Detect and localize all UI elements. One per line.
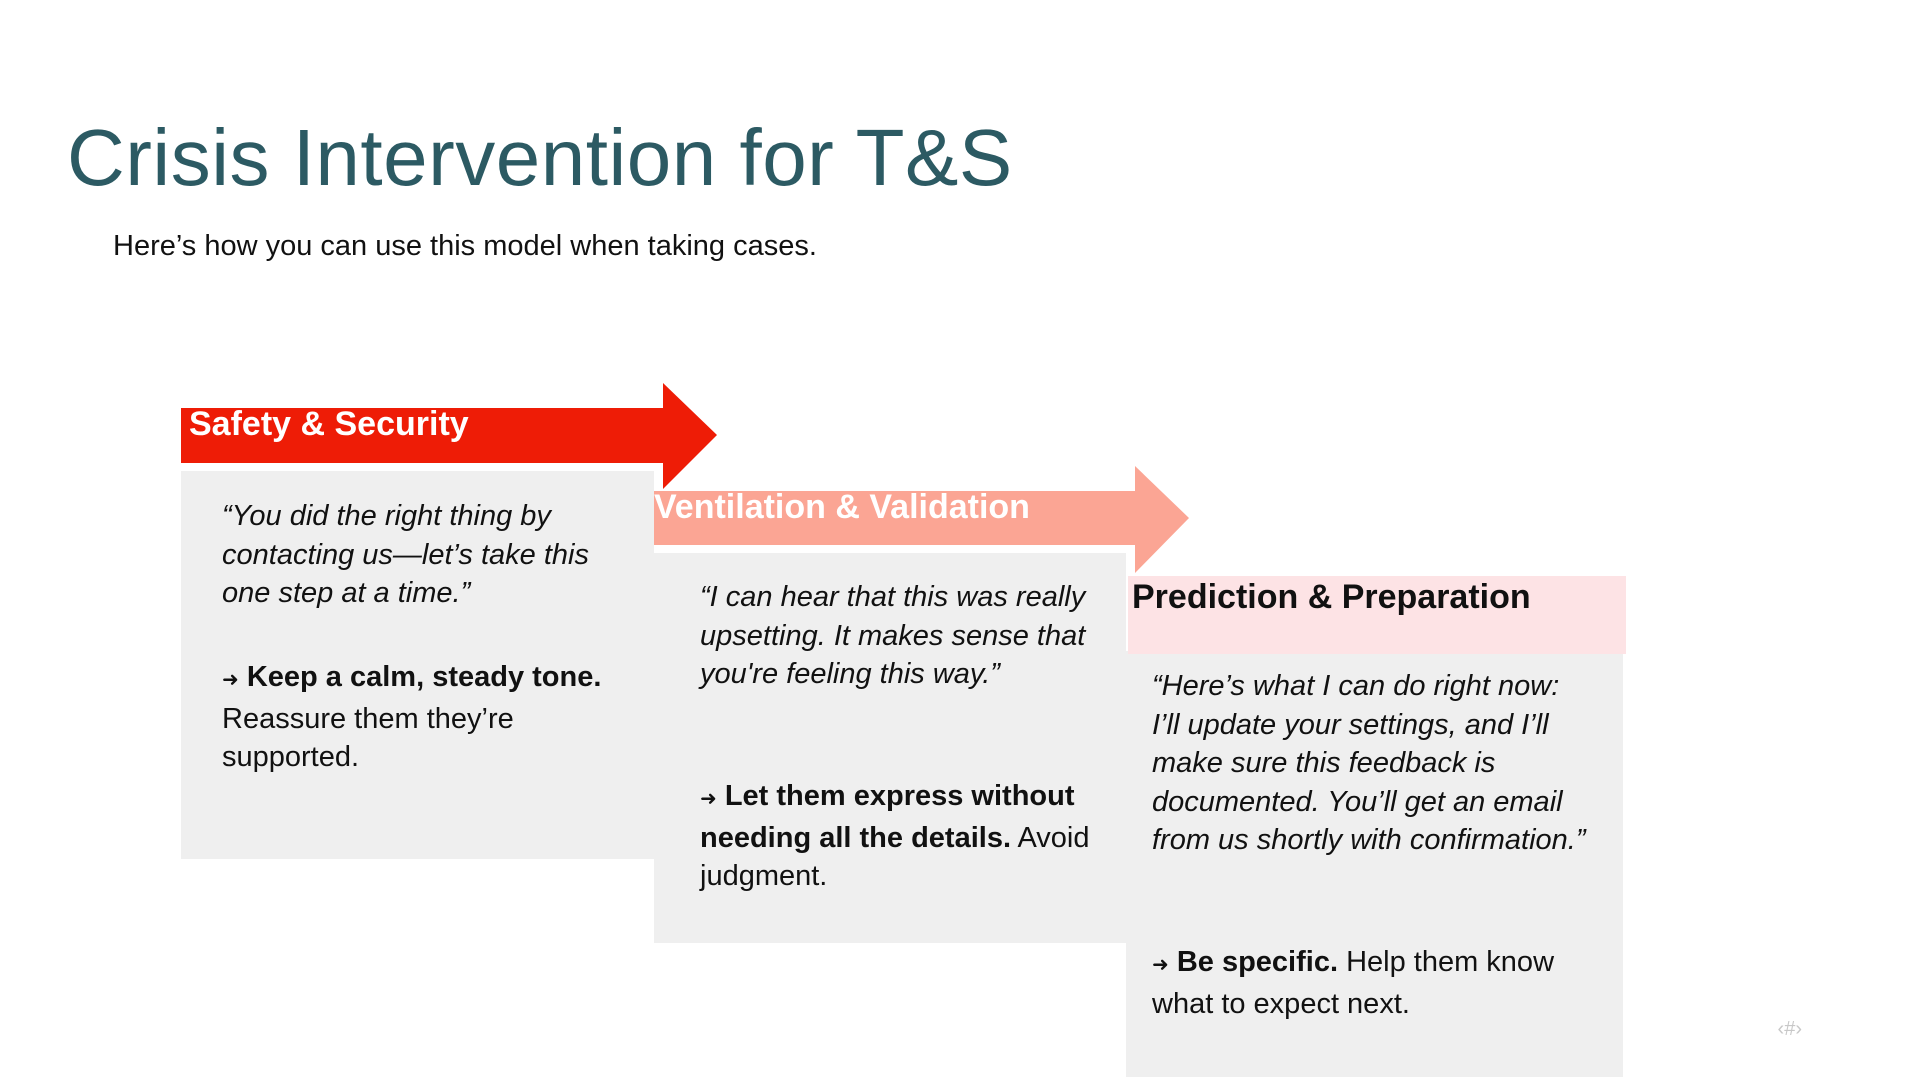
step-2-note (700, 777, 1100, 896)
step-2-note-rest: Avoid judgment. (700, 821, 1090, 892)
step-3-quote: “Here’s what I can do right now: I’ll update your settings, and I’ll make sure this feedback is documented. You’ll get an email from us shortly with confirmation.” (1152, 670, 1586, 856)
step-2-note-bold: Let them express without needing all the details. (700, 780, 1075, 854)
arrow-right-icon: ➜ (700, 788, 717, 810)
step-3-label: Prediction & Preparation (1132, 578, 1531, 616)
step-3-note-rest: Help them know what to expect next. (1152, 946, 1555, 1020)
step-1-note-rest: Reassure them they’re supported. (222, 702, 514, 773)
step-3-note (1152, 943, 1592, 1023)
step-2-label: Ventilation & Validation (654, 488, 1030, 526)
page-subtitle: Here’s how you can use this model when taking cases. (113, 230, 817, 262)
step-1-quote: “You did the right thing by contacting us—let’s take this one step at a time.” (222, 500, 589, 609)
step-1-note (222, 658, 622, 777)
page-number: ‹#› (1777, 1018, 1802, 1040)
step-1-label: Safety & Security (189, 405, 469, 443)
step-1-note-bold: Keep a calm, steady tone. (246, 661, 602, 693)
arrow-right-icon: ➜ (1152, 954, 1169, 976)
step-2-quote: “I can hear that this was really upsetting. It makes sense that you're feeling this way.” (700, 581, 1086, 690)
page-title: Crisis Intervention for T&S (67, 113, 1013, 202)
arrow-right-icon: ➜ (222, 669, 239, 691)
step-3-note-bold: Be specific. (1176, 946, 1339, 978)
